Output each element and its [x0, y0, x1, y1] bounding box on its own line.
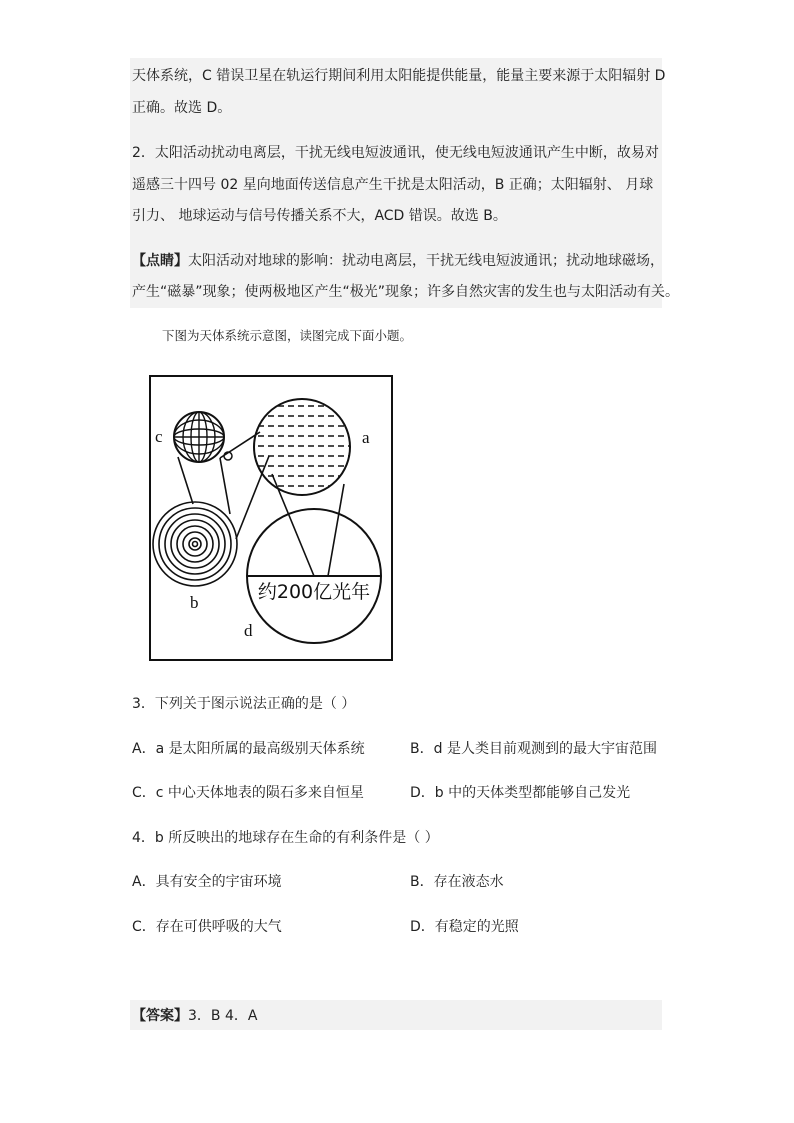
question-4-option-b: B．存在液态水	[410, 874, 504, 890]
question-3-option-c: C．c 中心天体地表的陨石多来自恒星	[132, 785, 364, 801]
tip-text: 太阳活动对地球的影响：扰动电离层，干扰无线电短波通讯；扰动地球磁场，	[188, 253, 664, 269]
label-d: d	[244, 621, 253, 640]
tip-line-2: 产生“磁暴”现象；使两极地区产生“极光”现象；许多自然灾害的发生也与太阳活动有关。	[132, 284, 680, 300]
explanation-line-1: 天体系统，C 错误卫星在轨运行期间利用太阳能提供能量，能量主要来源于太阳辐射 D	[132, 68, 666, 84]
celestial-system-diagram	[148, 374, 394, 662]
question-4-option-a: A．具有安全的宇宙环境	[132, 874, 282, 890]
tip-label: 【点睛】	[132, 253, 188, 269]
figure-border	[150, 376, 392, 660]
question-3-option-b: B．d 是人类目前观测到的最大宇宙范围	[410, 741, 657, 757]
figure-intro: 下图为天体系统示意图，读图完成下面小题。	[162, 328, 413, 343]
answer-line	[132, 1006, 257, 1026]
explanation-line-3: 2．太阳活动扰动电离层，干扰无线电短波通讯，使无线电短波通讯产生中断，故易对	[132, 145, 659, 161]
explanation-line-2: 正确。故选 D。	[132, 100, 232, 116]
question-3-option-d: D．b 中的天体类型都能够自己发光	[410, 785, 631, 801]
answer-label: 【答案】	[132, 1008, 188, 1024]
explanation-line-5: 引力、 地球运动与信号传播关系不大，ACD 错误。故选 B。	[132, 208, 507, 224]
question-4-option-c: C．存在可供呼吸的大气	[132, 919, 282, 935]
label-b: b	[190, 593, 199, 612]
question-3-stem: 3．下列关于图示说法正确的是（ ）	[132, 696, 356, 712]
d-distance-label: 约200亿光年	[257, 581, 371, 603]
question-4-stem: 4．b 所反映出的地球存在生命的有利条件是（ ）	[132, 830, 439, 846]
tip-line-1	[132, 251, 664, 271]
explanation-line-4: 遥感三十四号 02 星向地面传送信息产生干扰是太阳活动，B 正确；太阳辐射、 月球	[132, 177, 654, 193]
label-a: a	[362, 428, 370, 447]
question-4-option-d: D．有稳定的光照	[410, 919, 519, 935]
answer-text: 3．B 4．A	[188, 1008, 258, 1024]
question-3-option-a: A．a 是太阳所属的最高级别天体系统	[132, 741, 365, 757]
label-c: c	[155, 427, 163, 446]
